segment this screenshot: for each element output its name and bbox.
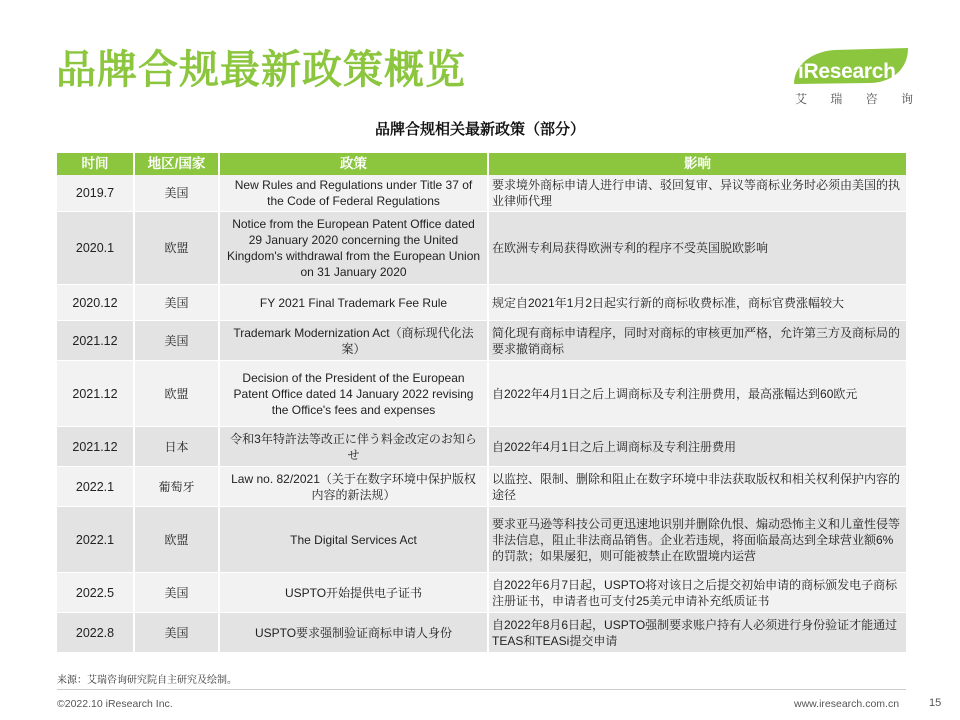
cell-time: 2021.12 [57, 361, 134, 427]
footer-divider [57, 689, 906, 690]
cell-policy: New Rules and Regulations under Title 37 of the Code of Federal Regulations [219, 175, 488, 212]
cell-impact: 简化现有商标申请程序，同时对商标的审核更加严格，允许第三方及商标局的要求撤销商标 [488, 321, 906, 361]
logo-text: iResearch [798, 60, 896, 83]
cell-impact: 规定自2021年1月2日起实行新的商标收费标准，商标官费涨幅较大 [488, 285, 906, 321]
cell-policy: USPTO要求强制验证商标申请人身份 [219, 613, 488, 653]
header-time: 时间 [57, 153, 134, 175]
cell-time: 2021.12 [57, 321, 134, 361]
cell-time: 2022.5 [57, 573, 134, 613]
footer-copyright: ©2022.10 iResearch Inc. [57, 698, 173, 710]
cell-time: 2019.7 [57, 175, 134, 212]
cell-time: 2022.1 [57, 507, 134, 573]
cell-region: 日本 [134, 427, 219, 467]
cell-policy: Trademark Modernization Act（商标现代化法案） [219, 321, 488, 361]
cell-region: 欧盟 [134, 507, 219, 573]
cell-policy: Decision of the President of the European Patent Office dated 14 January 2022 revising the Office's fees and expenses [219, 361, 488, 427]
cell-policy: The Digital Services Act [219, 507, 488, 573]
table-row [57, 507, 906, 573]
cell-region: 美国 [134, 573, 219, 613]
footer-url: www.iresearch.com.cn [794, 698, 900, 710]
cell-impact: 要求亚马逊等科技公司更迅速地识别并删除仇恨、煽动恐怖主义和儿童性侵等非法信息，阻止非法商品销售。企业若违规，将面临最高达到全球营业额6%的罚款；如果屡犯，则可能被禁止在欧盟境内运营 [488, 507, 906, 573]
source-note: 来源：艾瑞咨询研究院自主研究及绘制。 [57, 675, 237, 686]
cell-region: 欧盟 [134, 212, 219, 285]
header-policy: 政策 [219, 153, 488, 175]
logo-badge [790, 46, 910, 84]
cell-region: 美国 [134, 321, 219, 361]
cell-policy: USPTO开始提供电子证书 [219, 573, 488, 613]
table-row [57, 212, 906, 285]
cell-region: 美国 [134, 175, 219, 212]
table-row [57, 573, 906, 613]
logo-sub-char: 艾 [795, 92, 808, 106]
cell-policy: FY 2021 Final Trademark Fee Rule [219, 285, 488, 321]
table-row [57, 175, 906, 212]
cell-time: 2021.12 [57, 427, 134, 467]
cell-policy: Notice from the European Patent Office dated 29 January 2020 concerning the United Kingdom's withdrawal from the European Union on 31 January 2020 [219, 212, 488, 285]
logo-subtitle [795, 90, 913, 107]
table-row [57, 467, 906, 507]
header-region: 地区/国家 [134, 153, 219, 175]
cell-region: 美国 [134, 613, 219, 653]
logo-sub-char: 瑞 [830, 92, 843, 106]
table-row [57, 613, 906, 653]
cell-time: 2020.1 [57, 212, 134, 285]
table-row [57, 285, 906, 321]
logo-sub-char: 询 [900, 92, 913, 106]
page-title: 品牌合规最新政策概览 [56, 47, 466, 93]
cell-impact: 在欧洲专利局获得欧洲专利的程序不受英国脱欧影响 [488, 212, 906, 285]
page-number: 15 [929, 697, 942, 709]
cell-impact: 要求境外商标申请人进行申请、驳回复审、异议等商标业务时必须由美国的执业律师代理 [488, 175, 906, 212]
cell-impact: 自2022年4月1日之后上调商标及专利注册费用 [488, 427, 906, 467]
cell-time: 2022.1 [57, 467, 134, 507]
table-row [57, 361, 906, 427]
cell-impact: 自2022年8月6日起，USPTO强制要求账户持有人必须进行身份验证才能通过TEAS和TEASi提交申请 [488, 613, 906, 653]
logo-sub-char: 咨 [865, 92, 878, 106]
cell-impact: 自2022年6月7日起，USPTO将对该日之后提交初始申请的商标颁发电子商标注册证书，申请者也可支付25美元申请补充纸质证书 [488, 573, 906, 613]
table-header-row [57, 153, 906, 175]
cell-policy: Law no. 82/2021（关于在数字环境中保护版权内容的新法规） [219, 467, 488, 507]
cell-region: 美国 [134, 285, 219, 321]
table-title: 品牌合规相关最新政策（部分） [374, 120, 585, 138]
cell-policy: 令和3年特許法等改正に伴う料金改定のお知らせ [219, 427, 488, 467]
cell-region: 葡萄牙 [134, 467, 219, 507]
header-impact: 影响 [488, 153, 906, 175]
iresearch-logo [790, 46, 915, 108]
cell-region: 欧盟 [134, 361, 219, 427]
cell-time: 2022.8 [57, 613, 134, 653]
table-row [57, 321, 906, 361]
cell-time: 2020.12 [57, 285, 134, 321]
cell-impact: 自2022年4月1日之后上调商标及专利注册费用，最高涨幅达到60欧元 [488, 361, 906, 427]
cell-impact: 以监控、限制、删除和阻止在数字环境中非法获取版权和相关权利保护内容的途径 [488, 467, 906, 507]
policy-table [57, 153, 906, 653]
table-row [57, 427, 906, 467]
